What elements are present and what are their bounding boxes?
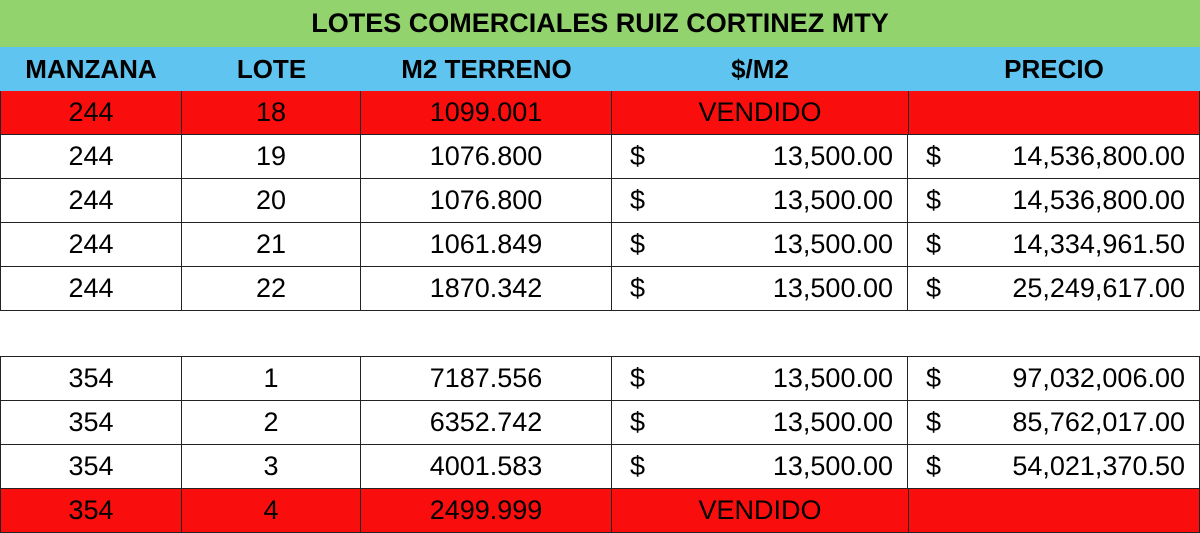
- cell-precio-m2-value: 13,500.00: [772, 185, 893, 215]
- cell-lote[interactable]: 19: [182, 135, 361, 178]
- cell-precio-m2-value: 13,500.00: [772, 407, 893, 437]
- currency-symbol: $: [926, 363, 942, 393]
- cell-precio-m2-value: 13,500.00: [772, 141, 893, 171]
- currency-symbol: $: [926, 141, 942, 171]
- currency-symbol: $: [630, 451, 646, 481]
- cell-precio[interactable]: [908, 489, 1200, 532]
- cell-precio-m2[interactable]: [612, 445, 908, 488]
- currency-symbol: $: [630, 407, 646, 437]
- cell-lote[interactable]: 2: [182, 401, 361, 444]
- cell-precio[interactable]: [908, 357, 1200, 400]
- cell-status-vendido[interactable]: VENDIDO: [698, 495, 822, 525]
- cell-precio-m2[interactable]: [612, 223, 908, 266]
- cell-precio-m2[interactable]: [612, 135, 908, 178]
- lot-group-354: [0, 356, 1200, 533]
- currency-symbol: $: [926, 185, 942, 215]
- cell-manzana[interactable]: 244: [0, 223, 182, 266]
- currency-symbol: $: [926, 273, 942, 303]
- cell-manzana[interactable]: 354: [0, 357, 182, 400]
- cell-manzana[interactable]: 244: [0, 91, 182, 134]
- header-precio: PRECIO: [1004, 53, 1104, 84]
- cell-precio-value: 54,021,370.50: [1012, 451, 1185, 481]
- cell-precio[interactable]: [908, 223, 1200, 266]
- cell-precio-m2-value: 13,500.00: [772, 363, 893, 393]
- cell-m2-terreno[interactable]: 4001.583: [361, 445, 612, 488]
- cell-precio-m2-value: 13,500.00: [772, 273, 893, 303]
- cell-precio[interactable]: [908, 401, 1200, 444]
- table-row: [0, 267, 1200, 311]
- header-manzana: MANZANA: [25, 53, 157, 84]
- cell-manzana[interactable]: 244: [0, 179, 182, 222]
- cell-lote[interactable]: 20: [182, 179, 361, 222]
- cell-precio-value: 14,536,800.00: [1012, 185, 1185, 215]
- cell-precio-value: 14,334,961.50: [1012, 229, 1185, 259]
- cell-precio[interactable]: [908, 179, 1200, 222]
- cell-lote[interactable]: 22: [182, 267, 361, 310]
- cell-m2-terreno[interactable]: 1870.342: [361, 267, 612, 310]
- currency-symbol: $: [630, 363, 646, 393]
- table-row: [0, 179, 1200, 223]
- cell-m2-terreno[interactable]: 1099.001: [361, 91, 612, 134]
- cell-lote[interactable]: 4: [182, 489, 361, 532]
- currency-symbol: $: [630, 141, 646, 171]
- cell-precio[interactable]: [908, 267, 1200, 310]
- cell-precio[interactable]: [908, 91, 1200, 134]
- cell-lote[interactable]: 21: [182, 223, 361, 266]
- cell-m2-terreno[interactable]: 1061.849: [361, 223, 612, 266]
- cell-precio-m2[interactable]: [612, 357, 908, 400]
- table-row-sold: [0, 489, 1200, 533]
- cell-status-vendido[interactable]: VENDIDO: [698, 97, 822, 127]
- cell-precio-value: 97,032,006.00: [1012, 363, 1185, 393]
- cell-manzana[interactable]: 244: [0, 267, 182, 310]
- currency-symbol: $: [630, 273, 646, 303]
- cell-precio-m2-value: 13,500.00: [772, 229, 893, 259]
- cell-lote[interactable]: 1: [182, 357, 361, 400]
- cell-m2-terreno[interactable]: 7187.556: [361, 357, 612, 400]
- cell-precio-value: 85,762,017.00: [1012, 407, 1185, 437]
- cell-precio-m2[interactable]: [612, 267, 908, 310]
- cell-manzana[interactable]: 354: [0, 489, 182, 532]
- table-row: [0, 401, 1200, 445]
- cell-m2-terreno[interactable]: 2499.999: [361, 489, 612, 532]
- cell-lote[interactable]: 18: [182, 91, 361, 134]
- cell-precio-m2[interactable]: [612, 179, 908, 222]
- table-row: [0, 135, 1200, 179]
- header-row: [0, 47, 1200, 91]
- currency-symbol: $: [630, 229, 646, 259]
- currency-symbol: $: [926, 451, 942, 481]
- cell-precio-m2[interactable]: [612, 401, 908, 444]
- cell-m2-terreno[interactable]: 6352.742: [361, 401, 612, 444]
- cell-precio[interactable]: [908, 445, 1200, 488]
- header-precio-m2: $/M2: [731, 53, 789, 84]
- table-row: [0, 357, 1200, 401]
- header-lote: LOTE: [236, 53, 307, 84]
- currency-symbol: $: [926, 407, 942, 437]
- sheet-title: LOTES COMERCIALES RUIZ CORTINEZ MTY: [0, 0, 1200, 47]
- header-m2-terreno: M2 TERRENO: [401, 53, 572, 84]
- cell-manzana[interactable]: 354: [0, 401, 182, 444]
- cell-m2-terreno[interactable]: 1076.800: [361, 179, 612, 222]
- lot-group-244: [0, 91, 1200, 311]
- cell-m2-terreno[interactable]: 1076.800: [361, 135, 612, 178]
- cell-precio-value: 25,249,617.00: [1012, 273, 1185, 303]
- table-row-sold: [0, 91, 1200, 135]
- cell-lote[interactable]: 3: [182, 445, 361, 488]
- currency-symbol: $: [630, 185, 646, 215]
- cell-manzana[interactable]: 244: [0, 135, 182, 178]
- currency-symbol: $: [926, 229, 942, 259]
- table-row: [0, 445, 1200, 489]
- table-row: [0, 223, 1200, 267]
- cell-precio-value: 14,536,800.00: [1012, 141, 1185, 171]
- cell-precio-m2-value: 13,500.00: [772, 451, 893, 481]
- cell-precio[interactable]: [908, 135, 1200, 178]
- cell-manzana[interactable]: 354: [0, 445, 182, 488]
